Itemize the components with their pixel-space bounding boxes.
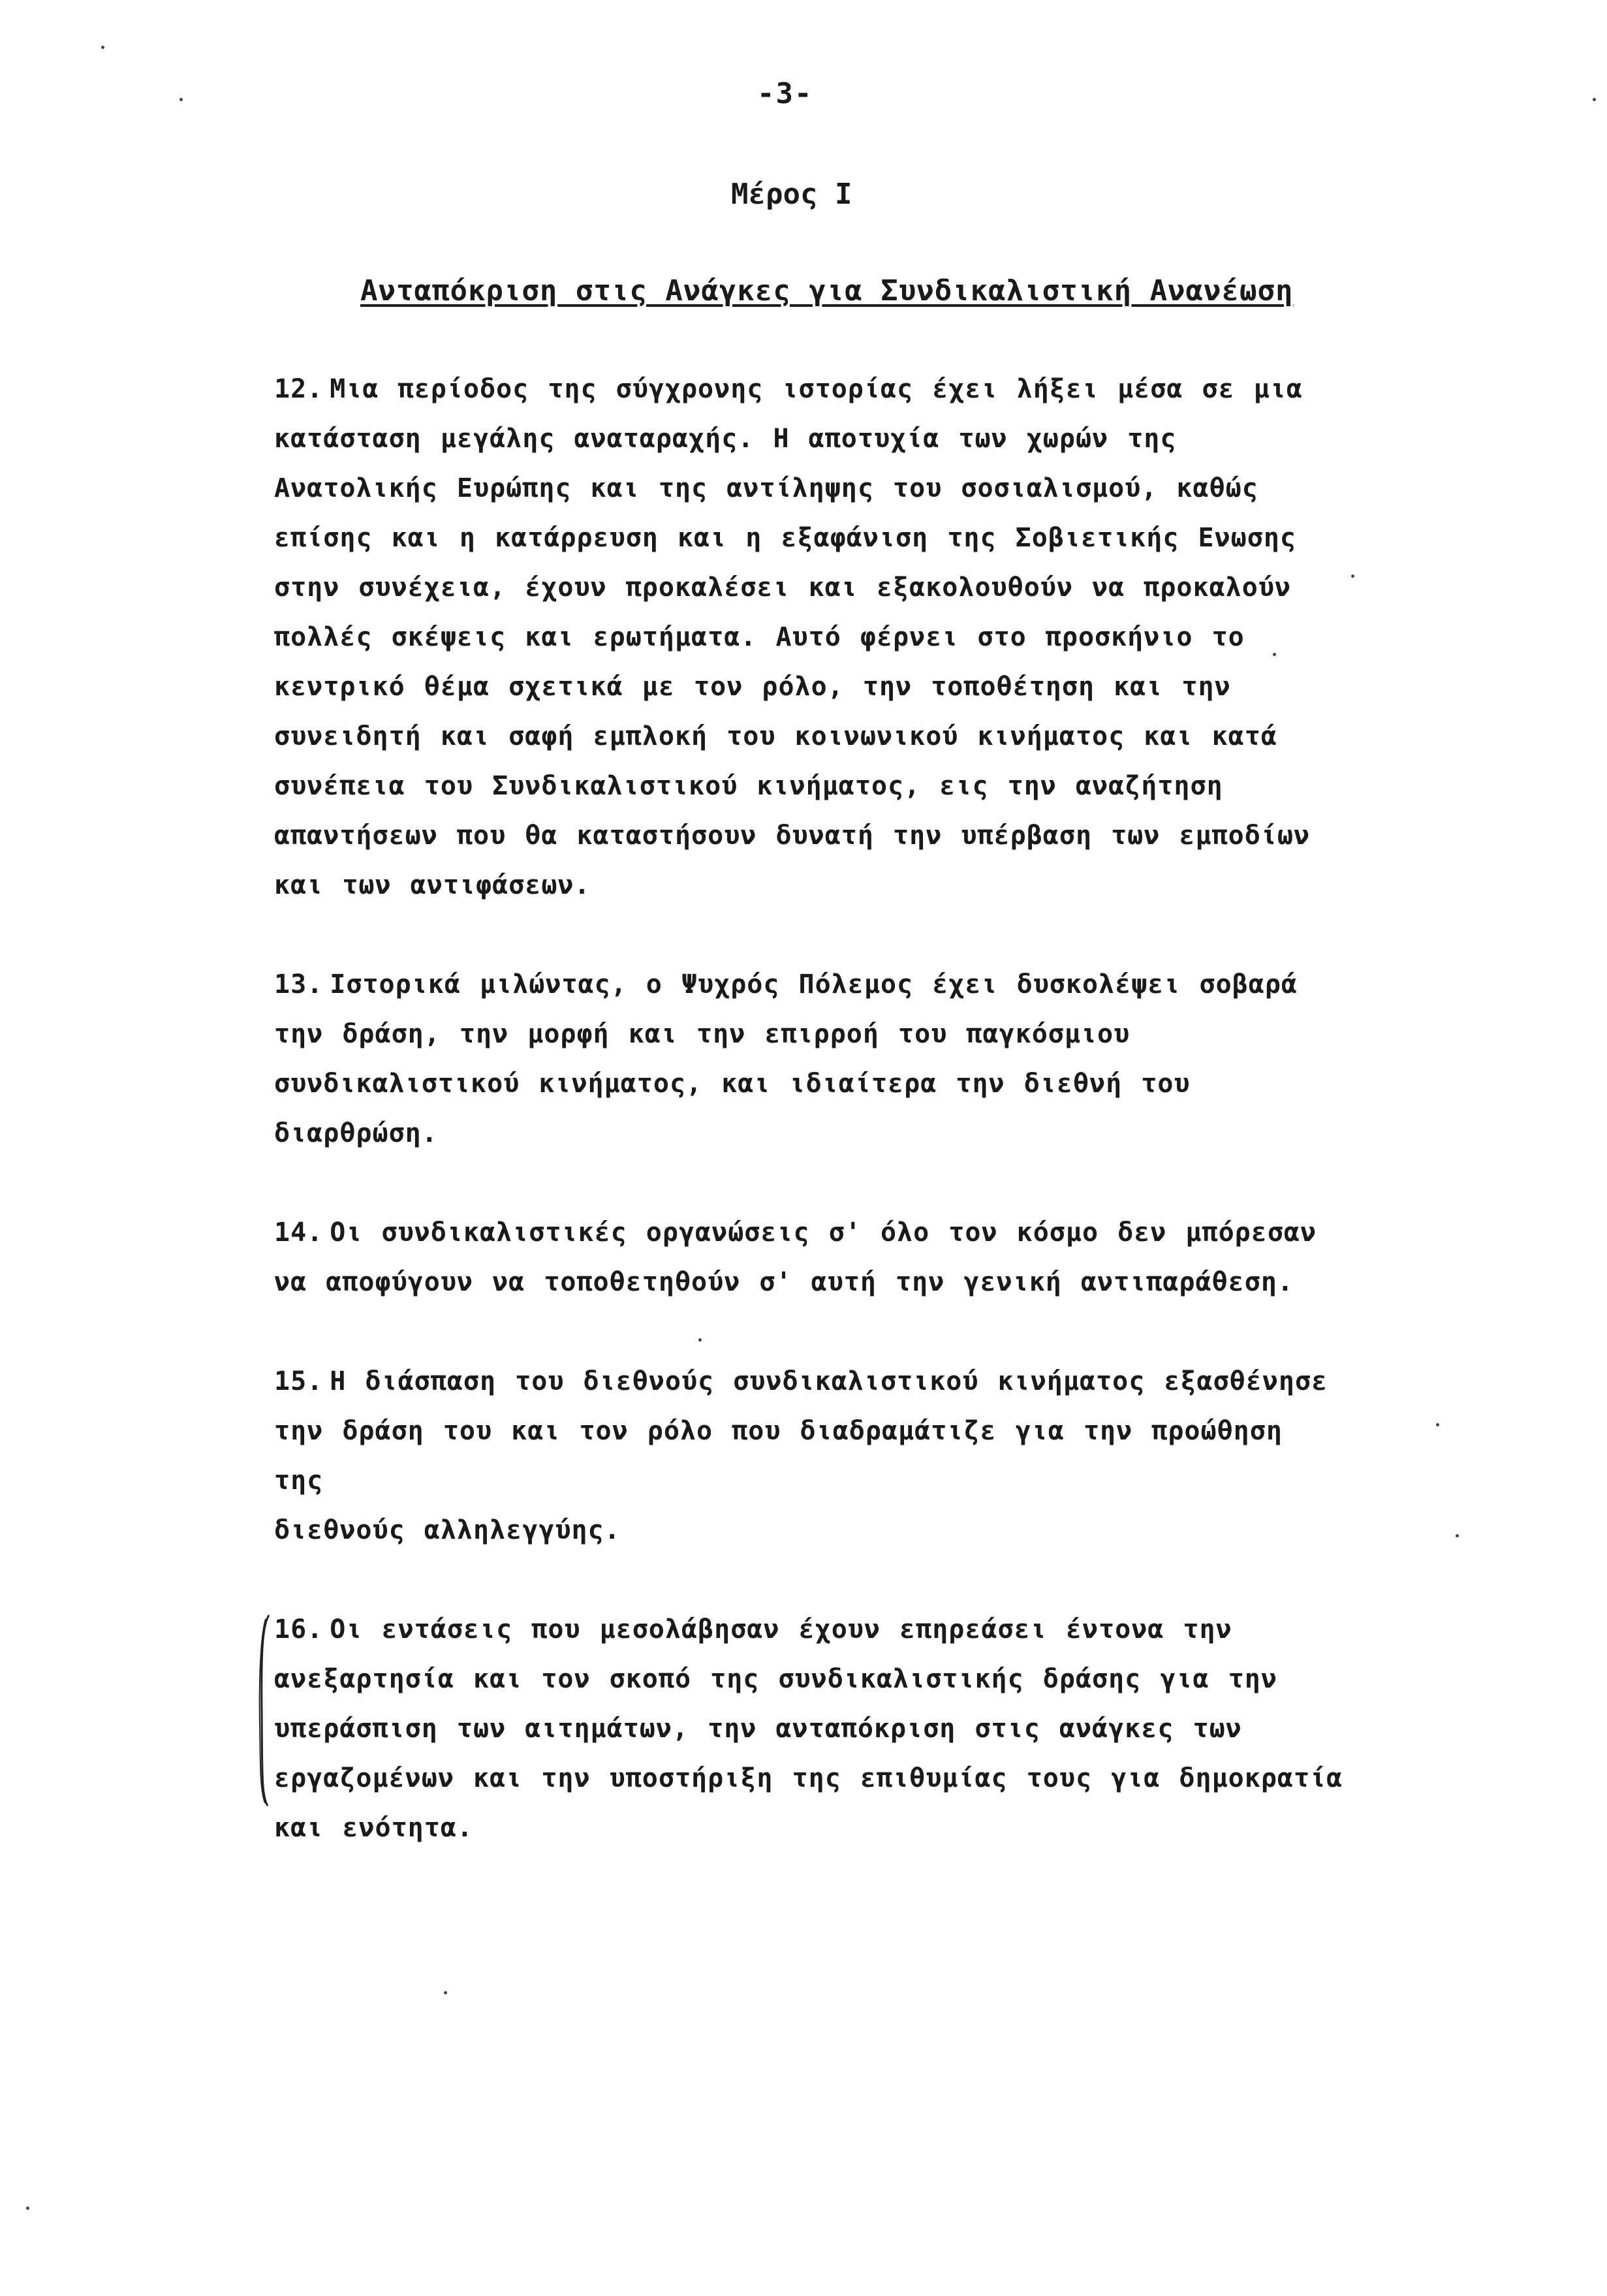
paragraph-number: 14. (274, 1218, 324, 1248)
paragraph-15 (274, 1357, 1345, 1555)
paragraph-number: 15. (274, 1366, 324, 1396)
scan-speck (101, 46, 104, 49)
paragraph-number: 12. (274, 374, 324, 404)
paragraph-text: Οι συνδικαλιστικές οργανώσεις σ' όλο τον κόσμο δεν μπόρεσαν να αποφύγουν να τοποθετηθούν σ' αυτή την γενική αντιπαράθεση. (274, 1218, 1317, 1297)
paragraph-text: Μια περίοδος της σύγχρονης ιστορίας έχει λήξει μέσα σε μια κατάσταση μεγάλης αναταραχής. Η αποτυχία των χωρών της Ανατολικής Ευρώπης και της αντίληψης του σοσιαλισμού, καθώς επίσης και η κατάρρευση και η εξαφάνιση της Σοβιετικής Ενωσης στην συνέχεια, έχουν προκαλέσει και εξακολουθούν να προκαλούν πολλές σκέψεις και ερωτήματα. Αυτό φέρνει στο προσκήνιο το κεντρικό θέμα σχετικά με τον ρόλο, την τοποθέτηση και την συνειδητή και σαφή εμπλοκή του κοινωνικού κινήματος και κατά συνέπεια του Συνδικαλιστικού κινήματος, εις την αναζήτηση απαντήσεων που θα καταστήσουν δυνατή την υπέρβαση των εμποδίων και των αντιφάσεων. (274, 374, 1311, 900)
paragraph-13 (274, 960, 1345, 1158)
page-number: -3- (757, 77, 813, 110)
scan-speck (698, 1338, 702, 1342)
scan-speck (1456, 1534, 1459, 1537)
scan-speck (26, 2207, 29, 2210)
scan-speck (1436, 1423, 1439, 1426)
scan-speck (1593, 98, 1596, 101)
section-heading: Ανταπόκριση στις Ανάγκες για Συνδικαλιστική Ανανέωση (360, 274, 1294, 307)
paragraph-number: 13. (274, 969, 324, 999)
paragraph-text: Οι εντάσεις που μεσολάβησαν έχουν επηρεάσει έντονα την ανεξαρτησία και τον σκοπό της συνδικαλιστικής δράσης για την υπεράσπιση των αιτημάτων, την ανταπόκριση στις ανάγκες των εργαζομένων και την υποστήριξη της επιθυμίας τους για δημοκρατία και ενότητα. (274, 1614, 1343, 1843)
paragraph-14 (274, 1208, 1345, 1307)
paragraph-16 (274, 1605, 1345, 1853)
scan-speck (444, 1991, 447, 1994)
paragraph-number: 16. (274, 1614, 324, 1644)
scan-speck (1273, 653, 1276, 656)
paragraph-text: Η διάσπαση του διεθνούς συνδικαλιστικού κινήματος εξασθένησε την δράση του και τον ρόλο που διαδραμάτιζε για την προώθηση της διεθνούς αλληλεγγύης. (274, 1366, 1328, 1545)
paragraph-text: Ιστορικά μιλώντας, ο Ψυχρός Πόλεμος έχει δυσκολέψει σοβαρά την δράση, την μορφή και την επιρροή του παγκόσμιου συνδικαλιστικού κινήματος, και ιδιαίτερα την διεθνή του διαρθρώση. (274, 969, 1298, 1148)
margin-bracket-mark (257, 1612, 272, 1808)
scan-speck (1351, 574, 1354, 578)
part-title: Μέρος Ι (731, 178, 852, 211)
paragraph-12 (274, 364, 1345, 910)
scan-speck (179, 98, 183, 101)
document-body (274, 364, 1345, 1902)
